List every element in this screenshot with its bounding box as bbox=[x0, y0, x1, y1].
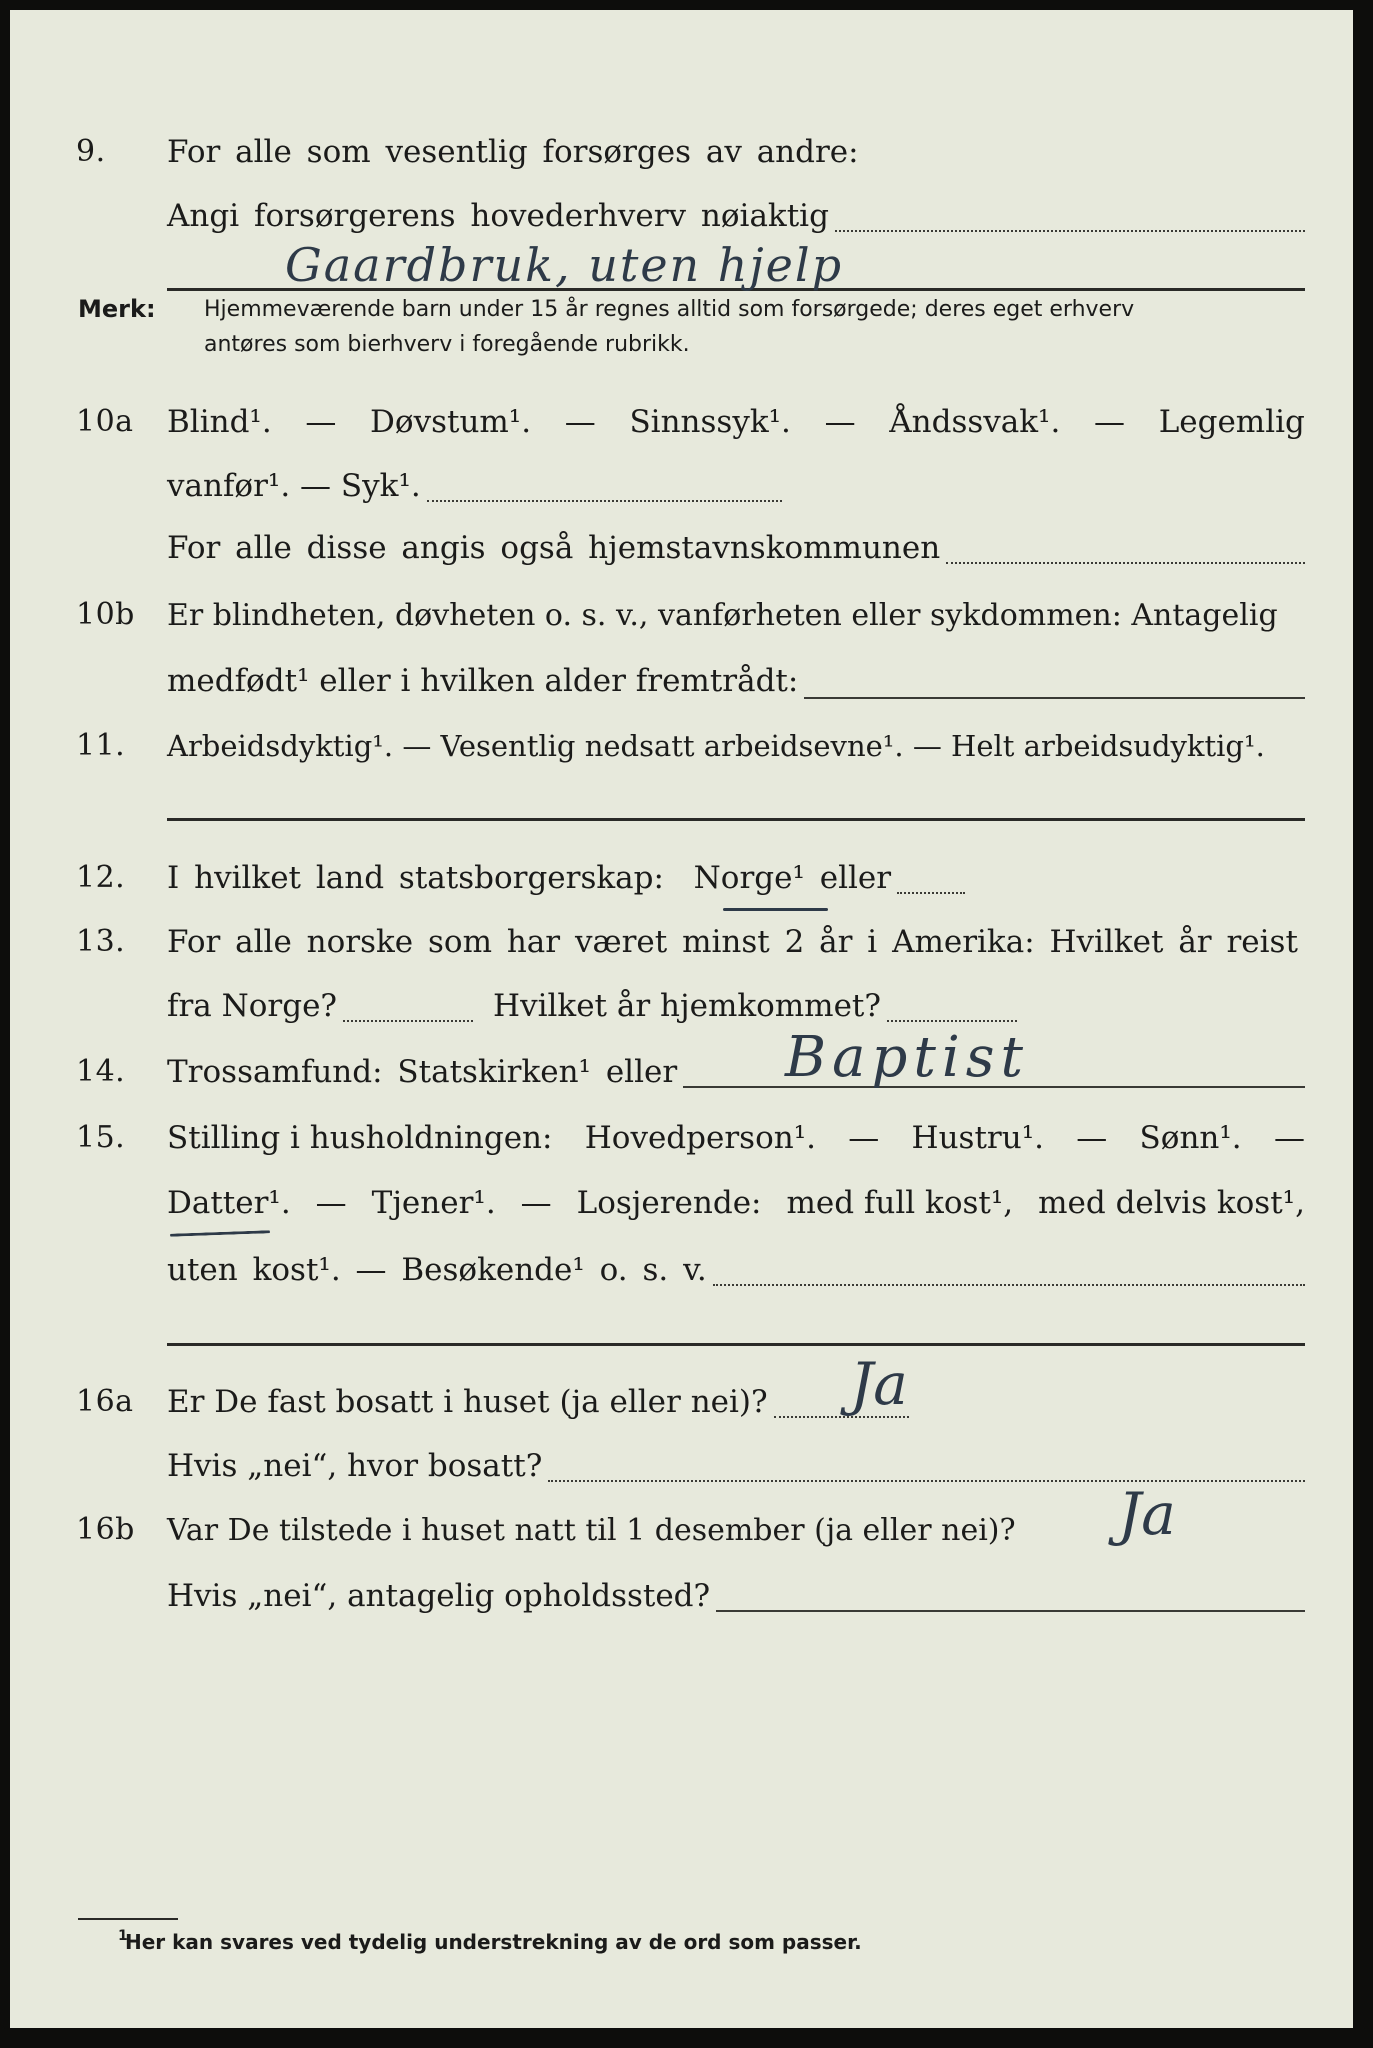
footnote-text: Her kan svares ved tydelig understrekning av de ord som passer. bbox=[125, 1930, 862, 1954]
question-number: 9. bbox=[76, 134, 106, 169]
question-text: Er blindheten, døvheten o. s. v., vanførheten eller sykdommen: Antagelig bbox=[167, 597, 1278, 633]
answer-dotted-line bbox=[835, 230, 1305, 232]
question-text: medfødt¹ eller i hvilken alder fremtrådt: bbox=[167, 663, 799, 699]
question-10a bbox=[10, 392, 1353, 452]
question-12 bbox=[10, 848, 1353, 908]
question-number: 12. bbox=[76, 860, 126, 895]
question-text: Hvis „nei“, hvor bosatt? bbox=[167, 1448, 543, 1484]
question-9-line-2 bbox=[10, 186, 1353, 246]
question-text: vanfør¹. — Syk¹. bbox=[167, 468, 421, 504]
question-15 bbox=[10, 1108, 1353, 1168]
census-form-page bbox=[10, 10, 1353, 2028]
question-14 bbox=[10, 1042, 1353, 1102]
handwritten-answer-bosatt: Ja bbox=[850, 1350, 908, 1418]
answer-line bbox=[167, 1343, 1305, 1346]
question-text: Er De fast bosatt i huset (ja eller nei)? bbox=[167, 1384, 768, 1420]
question-number: 13. bbox=[76, 924, 126, 959]
note-text-line-2: antøres som bierhverv i foregående rubrikk. bbox=[204, 332, 690, 357]
question-13 bbox=[10, 912, 1353, 972]
option-datter-underlined: Datter¹. bbox=[167, 1185, 291, 1221]
question-number: 11. bbox=[76, 728, 126, 763]
question-10a-line-3 bbox=[10, 518, 1353, 578]
question-text: Hvis „nei“, antagelig opholdssted? bbox=[167, 1578, 711, 1614]
footnote bbox=[118, 1928, 862, 1954]
question-15-line-2 bbox=[10, 1173, 1353, 1233]
answer-dotted-line bbox=[946, 562, 1305, 564]
question-10b bbox=[10, 585, 1353, 645]
question-number: 14. bbox=[76, 1054, 126, 1089]
question-text: Angi forsørgerens hovederhverv nøiaktig bbox=[167, 198, 829, 234]
handwritten-answer-tilstede: Ja bbox=[1118, 1480, 1176, 1548]
question-text: I hvilket land statsborgerskap: Norge¹ eller bbox=[167, 848, 1305, 908]
question-10b-line-2 bbox=[10, 651, 1353, 711]
footnote-rule bbox=[78, 1918, 178, 1920]
footnote-mark: 1 bbox=[118, 1928, 128, 1944]
handwritten-answer-religion: Baptist bbox=[785, 1025, 1030, 1090]
option-norge-underlined: Norge¹ bbox=[693, 860, 805, 896]
question-16a bbox=[10, 1372, 1353, 1432]
answer-line bbox=[716, 1610, 1305, 1612]
answer-dotted-line bbox=[427, 500, 782, 502]
question-number: 15. bbox=[76, 1120, 126, 1155]
question-9 bbox=[10, 122, 1353, 182]
answer-dotted-line bbox=[887, 1020, 1017, 1022]
question-15-line-3 bbox=[10, 1240, 1353, 1300]
question-11 bbox=[10, 716, 1353, 776]
handwritten-underline-norge bbox=[723, 908, 828, 911]
answer-dotted-line bbox=[897, 892, 965, 894]
question-text: Arbeidsdyktig¹. — Vesentlig nedsatt arbeidsevne¹. — Helt arbeidsudyktig¹. bbox=[167, 729, 1265, 763]
question-number: 16a bbox=[76, 1384, 134, 1419]
question-text: For alle disse angis også hjemstavnskommunen bbox=[167, 530, 941, 566]
note-text-line-1: Hjemmeværende barn under 15 år regnes alltid som forsørgede; deres eget erhverv bbox=[204, 297, 1135, 322]
answer-line bbox=[167, 818, 1305, 821]
question-16b-line-2 bbox=[10, 1566, 1353, 1626]
question-13-line-2 bbox=[10, 976, 1353, 1036]
question-number: 10b bbox=[76, 597, 135, 632]
answer-line bbox=[804, 697, 1305, 699]
question-10a-line-2 bbox=[10, 456, 1353, 516]
question-text: Stilling i husholdningen: Hovedperson¹. — Hustru¹. — Sønn¹. — bbox=[167, 1120, 1305, 1156]
handwritten-answer-occupation: Gaardbruk, uten hjelp bbox=[285, 238, 844, 292]
question-text: fra Norge? bbox=[167, 988, 338, 1024]
question-text: For alle som vesentlig forsørges av andre: bbox=[167, 134, 859, 170]
question-text: Var De tilstede i huset natt til 1 desember (ja eller nei)? bbox=[167, 1512, 1016, 1548]
question-text: Blind¹. — Døvstum¹. — Sinnssyk¹. — Åndssvak¹. — Legemlig bbox=[167, 404, 1305, 440]
answer-dotted-line bbox=[713, 1284, 1305, 1286]
answer-dotted-line bbox=[343, 1020, 473, 1022]
question-number: 10a bbox=[76, 404, 134, 439]
question-number: 16b bbox=[76, 1512, 135, 1547]
question-text: Datter¹. — Tjener¹. — Losjerende: med full kost¹, med delvis kost¹, bbox=[167, 1185, 1305, 1221]
question-text: Hvilket år hjemkommet? bbox=[493, 988, 882, 1024]
question-text: Trossamfund: Statskirken¹ eller bbox=[167, 1054, 678, 1090]
question-text: uten kost¹. — Besøkende¹ o. s. v. bbox=[167, 1252, 707, 1288]
answer-dotted-line bbox=[548, 1480, 1305, 1482]
question-text: For alle norske som har været minst 2 år i Amerika: Hvilket år reist bbox=[167, 924, 1298, 960]
note-label: Merk: bbox=[78, 295, 156, 323]
